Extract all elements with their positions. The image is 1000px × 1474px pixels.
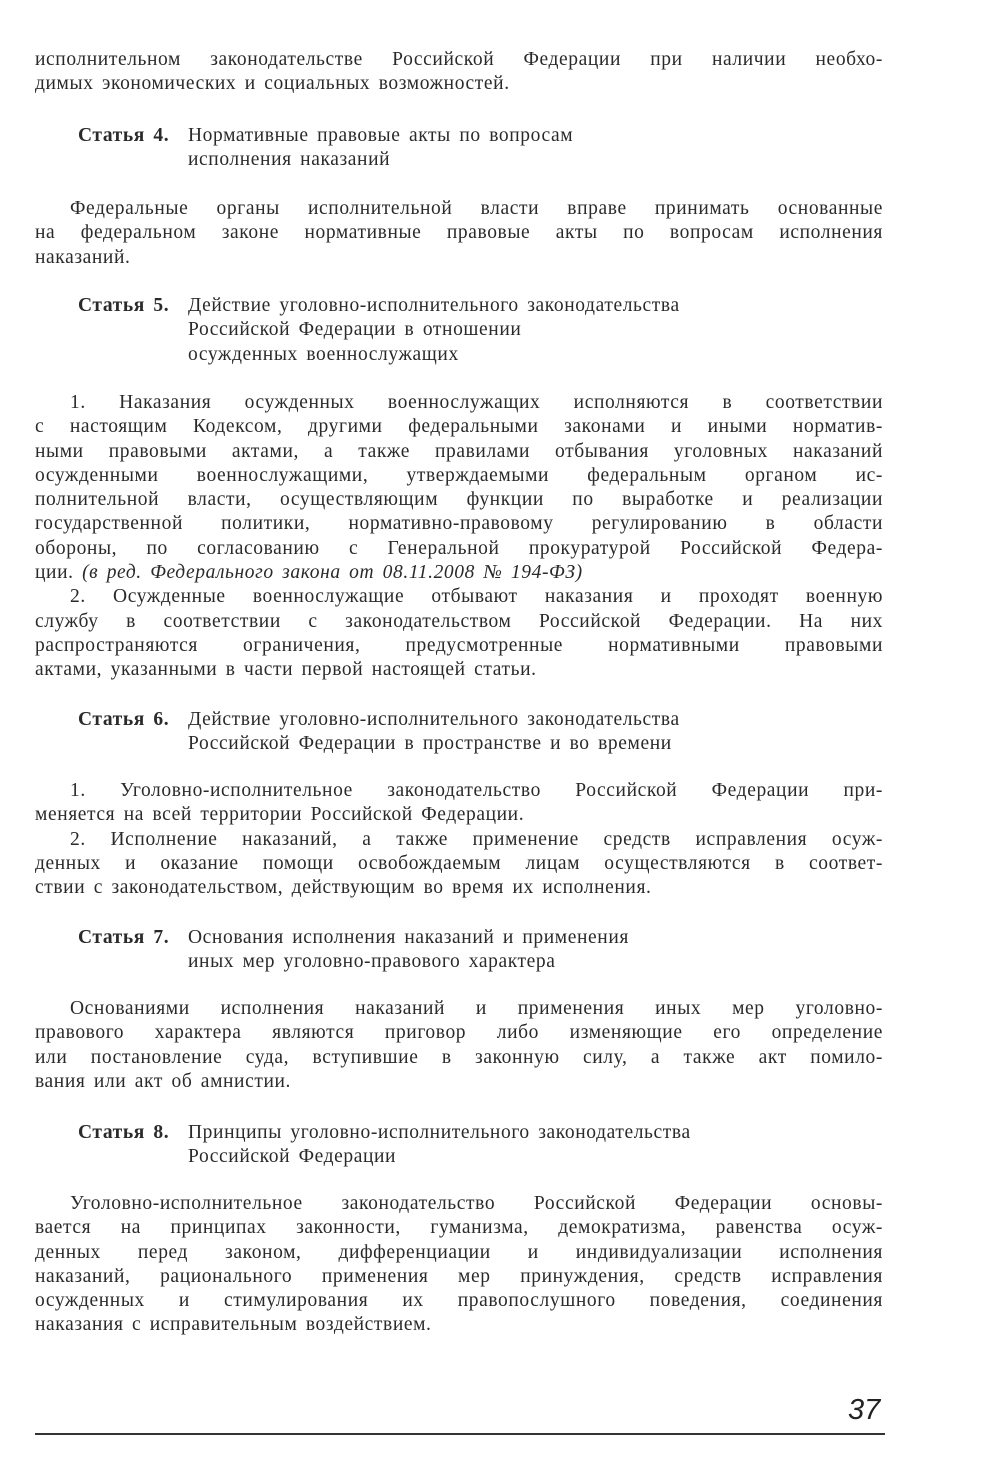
text-line — [35, 1192, 883, 1216]
article-number: Статья 6. — [78, 709, 170, 730]
text-line-content: вается на принципах законности, гуманизма, демократизма, равенства осуж- — [35, 1217, 883, 1239]
footer-rule — [35, 1433, 885, 1435]
article-title-line: Российской Федерации в пространстве и во времени — [188, 733, 672, 755]
text-line — [35, 1313, 883, 1337]
text-line — [35, 464, 883, 488]
text-line-content: ции. — [35, 562, 74, 584]
text-line-content: распространяются ограничения, предусмотренные нормативными правовыми — [35, 634, 883, 656]
text-line — [35, 1241, 883, 1265]
article-title-line: Действие уголовно-исполнительного законодательства — [188, 295, 680, 316]
paragraph — [35, 997, 883, 1094]
text-line — [35, 1070, 883, 1094]
text-line-content: меняется на всей территории Российской Федерации. — [35, 804, 525, 826]
article-title-line: Действие уголовно-исполнительного законодательства — [188, 709, 680, 730]
text-line-content: правового характера являются приговор либо изменяющие его определение — [35, 1022, 883, 1044]
text-line — [35, 852, 883, 876]
text-line — [35, 197, 883, 221]
text-line-content: службу в соответствии с законодательством Российской Федерации. На них — [35, 610, 883, 632]
article-number: Статья 5. — [78, 295, 170, 316]
text-line — [35, 1265, 883, 1289]
text-line — [35, 1289, 883, 1313]
text-line — [35, 1046, 883, 1070]
text-line-content: наказаний, рационального применения мер принуждения, средств исправления — [35, 1265, 883, 1287]
text-line-content: ными правовыми актами, а также правилами отбывания уголовных наказаний — [35, 440, 883, 462]
paragraph — [35, 1192, 883, 1338]
text-line-content: 2. Исполнение наказаний, а также применение средств исправления осуж- — [70, 828, 883, 850]
text-line — [35, 48, 883, 72]
text-line-content: полнительной власти, осуществляющим функции по выработке и реализации — [35, 489, 883, 511]
text-line-content: осужденными военнослужащими, утверждаемыми федеральным органом ис- — [35, 464, 883, 486]
text-line-content: 1. Наказания осужденных военнослужащих исполняются в соответствии — [70, 392, 883, 413]
text-line-content: обороны, по согласованию с Генеральной прокуратурой Российской Федера- — [35, 537, 883, 559]
text-line-content: вания или акт об амнистии. — [35, 1070, 292, 1092]
text-line-content: или постановление суда, вступившие в законную силу, а также акт помило- — [35, 1046, 883, 1068]
article-title-line: Принципы уголовно-исполнительного законодательства — [188, 1122, 691, 1143]
article-title-line: исполнения наказаний — [188, 149, 391, 171]
text-line-content: Федеральные органы исполнительной власти вправе принимать основанные — [70, 198, 883, 219]
article-title-line: Российской Федерации — [188, 1146, 397, 1168]
text-line — [35, 246, 883, 270]
text-line — [35, 537, 883, 561]
text-line-content: актами, указанными в части первой настоящей статьи. — [35, 659, 537, 681]
text-line-content: 2. Осужденные военнослужащие отбывают наказания и проходят военную — [70, 586, 883, 608]
text-line — [35, 585, 883, 609]
article-number: Статья 7. — [78, 927, 170, 948]
text-line-content: государственной политики, нормативно-правовому регулированию в области — [35, 513, 883, 535]
text-line — [35, 803, 883, 827]
article-number: Статья 4. — [78, 125, 170, 146]
text-line-content: 1. Уголовно-исполнительное законодательство Российской Федерации при- — [70, 780, 883, 801]
article-number: Статья 8. — [78, 1122, 170, 1143]
article-title-line: иных мер уголовно-правового характера — [188, 951, 556, 973]
paragraph — [35, 48, 883, 97]
paragraph — [35, 391, 883, 683]
text-line-content: осужденных и стимулирования их правопослушного поведения, соединения — [35, 1290, 883, 1312]
article-title-line: осужденных военнослужащих — [188, 343, 459, 365]
text-line — [35, 512, 883, 536]
text-line — [35, 828, 883, 852]
text-line — [35, 561, 883, 585]
paragraph — [35, 779, 883, 900]
text-line — [35, 221, 883, 245]
text-line-content: наказания с исправительным воздействием. — [35, 1314, 432, 1336]
text-line-content: на федеральном законе нормативные правовые акты по вопросам исполнения — [35, 222, 883, 244]
text-line — [35, 72, 883, 96]
text-line — [35, 1216, 883, 1240]
text-line — [35, 779, 883, 803]
text-line — [35, 391, 883, 415]
text-line-content: ствии с законодательством, действующим во время их исполнения. — [35, 877, 652, 899]
text-line — [35, 634, 883, 658]
text-line — [35, 997, 883, 1021]
text-line-content: Уголовно-исполнительное законодательство Российской Федерации основы- — [70, 1193, 883, 1214]
article-title-line: Нормативные правовые акты по вопросам — [188, 125, 574, 146]
text-line — [35, 415, 883, 439]
text-line-content: димых экономических и социальных возможностей. — [35, 73, 510, 95]
text-line — [35, 440, 883, 464]
text-line — [35, 610, 883, 634]
article-title-line: Основания исполнения наказаний и применения — [188, 927, 629, 948]
text-line-content: наказаний. — [35, 246, 131, 268]
text-line-content: денных и оказание помощи освобождаемым лицам осуществляются в соответ- — [35, 852, 883, 874]
text-line — [35, 658, 883, 682]
text-line — [35, 488, 883, 512]
page-number: 37 — [848, 1394, 881, 1426]
article-title-line: Российской Федерации в отношении — [188, 319, 522, 341]
text-line-content: с настоящим Кодексом, другими федеральными законами и иными норматив- — [35, 416, 883, 438]
paragraph — [35, 197, 883, 270]
text-line — [35, 876, 883, 900]
text-line — [35, 1021, 883, 1045]
text-line-content: Основаниями исполнения наказаний и применения иных мер уголовно- — [70, 998, 883, 1019]
amendment-note: (в ред. Федерального закона от 08.11.2008 № 194-ФЗ) — [82, 562, 583, 584]
text-line-content: денных перед законом, дифференциации и индивидуализации исполнения — [35, 1241, 883, 1263]
text-line-content: исполнительном законодательстве Российской Федерации при наличии необхо- — [35, 49, 883, 70]
